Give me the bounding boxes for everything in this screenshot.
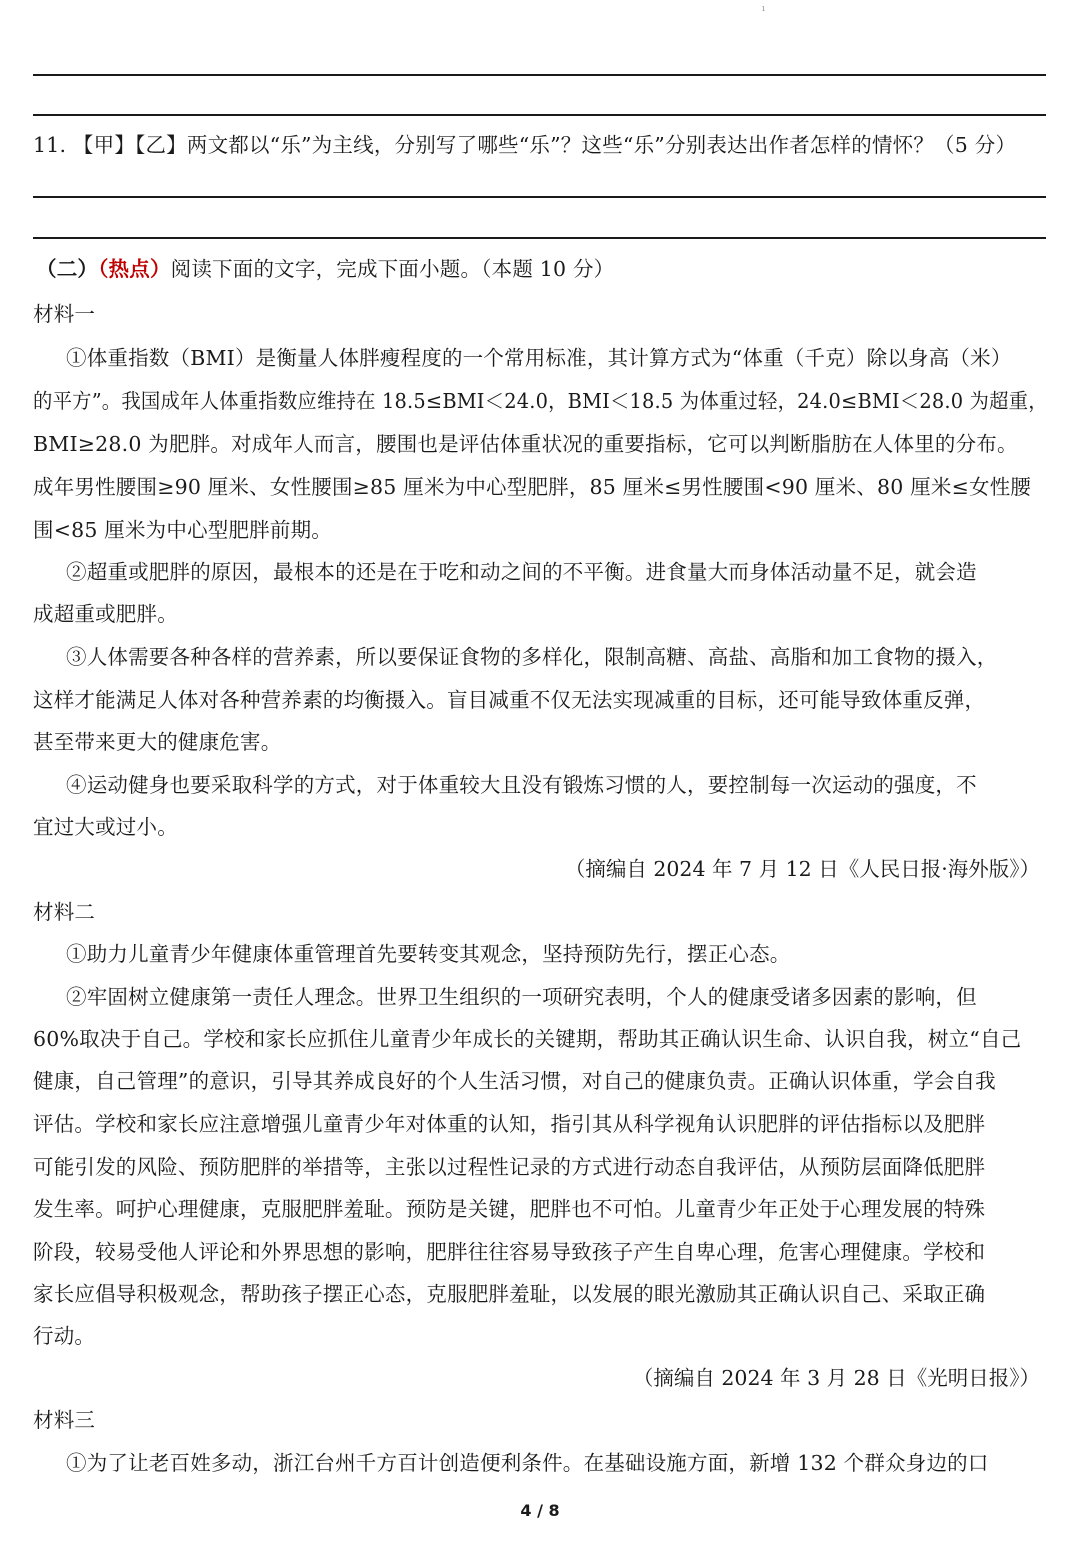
section-instruction: 阅读下面的文字，完成下面小题。（本题 10 分）: [170, 257, 615, 281]
paragraph-line: 60%取决于自己。学校和家长应抓住儿童青少年成长的关键期，帮助其正确认识生命、认识自我，树立“自己: [33, 1027, 1022, 1051]
hot-tag: （热点）: [98, 257, 171, 281]
answer-line: [33, 196, 1046, 198]
page-number: 4 / 8: [520, 1501, 560, 1520]
paragraph-line: 成超重或肥胖。: [33, 602, 178, 626]
material-2-source: （摘编自 2024 年 3 月 28 日《光明日报》）: [632, 1366, 1040, 1390]
paragraph-line: 甚至带来更大的健康危害。: [33, 730, 282, 754]
paragraph-line: 宜过大或过小。: [33, 815, 178, 839]
paragraph-line: 阶段，较易受他人评论和外界思想的影响，肥胖往往容易导致孩子产生自卑心理，危害心理健康。学校和: [33, 1240, 986, 1264]
paragraph-line: 发生率。呵护心理健康，克服肥胖羞耻。预防是关键，肥胖也不可怕。儿童青少年正处于心理发展的特殊: [33, 1197, 986, 1221]
paragraph-line: ④运动健身也要采取科学的方式，对于体重较大且没有锻炼习惯的人，要控制每一次运动的强度，不: [66, 773, 977, 797]
header-mark: ı: [762, 4, 765, 14]
paragraph-line: 的平方”。我国成年人体重指数应维持在 18.5≤BMI＜24.0，BMI＜18.5 为体重过轻，24.0≤BMI＜28.0 为超重，: [33, 389, 1048, 413]
paragraph-line: 这样才能满足人体对各种营养素的均衡摄入。盲目减重不仅无法实现减重的目标，还可能导致体重反弹，: [33, 688, 986, 712]
paragraph-line: 可能引发的风险、预防肥胖的举措等，主张以过程性记录的方式进行动态自我评估，从预防层面降低肥胖: [33, 1155, 986, 1179]
material-2-title: 材料二: [33, 900, 96, 924]
paragraph-line: ②牢固树立健康第一责任人理念。世界卫生组织的一项研究表明，个人的健康受诸多因素的影响，但: [66, 985, 977, 1009]
paragraph-line: ①助力儿童青少年健康体重管理首先要转变其观念，坚持预防先行，摆正心态。: [66, 942, 791, 966]
answer-line: [33, 74, 1046, 76]
paragraph-line: 成年男性腰围≥90 厘米、女性腰围≥85 厘米为中心型肥胖，85 厘米≤男性腰围<90 厘米、80 厘米≤女性腰: [33, 475, 1032, 499]
section-heading: [36, 259, 614, 280]
material-3-title: 材料三: [33, 1408, 96, 1432]
section-label: （二）: [36, 257, 99, 281]
paragraph-line: ①为了让老百姓多动，浙江台州千方百计创造便利条件。在基础设施方面，新增 132 个群众身边的口: [66, 1451, 989, 1475]
material-1-source: （摘编自 2024 年 7 月 12 日《人民日报·海外版》）: [564, 857, 1040, 881]
question-11: 11. 【甲】【乙】两文都以“乐”为主线，分别写了哪些“乐”？这些“乐”分别表达出作者怎样的情怀？（5 分）: [33, 133, 1017, 157]
paragraph-line: 健康，自己管理”的意识，引导其养成良好的个人生活习惯，对自己的健康负责。正确认识体重，学会自我: [33, 1069, 996, 1093]
material-1-title: 材料一: [33, 302, 96, 326]
answer-line: [33, 237, 1046, 239]
paragraph-line: BMI≥28.0 为肥胖。对成年人而言，腰围也是评估体重状况的重要指标，它可以判断脂肪在人体里的分布。: [33, 432, 1018, 456]
paragraph-line: 行动。: [33, 1324, 96, 1348]
paragraph-line: ③人体需要各种各样的营养素，所以要保证食物的多样化，限制高糖、高盐、高脂和加工食物的摄入，: [66, 645, 998, 669]
paragraph-line: 评估。学校和家长应注意增强儿童青少年对体重的认知，指引其从科学视角认识肥胖的评估指标以及肥胖: [33, 1112, 986, 1136]
paragraph-line: 家长应倡导积极观念，帮助孩子摆正心态，克服肥胖羞耻，以发展的眼光激励其正确认识自己、采取正确: [33, 1282, 986, 1306]
paragraph-line: 围<85 厘米为中心型肥胖前期。: [33, 518, 332, 542]
answer-line: [33, 114, 1046, 116]
paragraph-line: ①体重指数（BMI）是衡量人体胖瘦程度的一个常用标准，其计算方式为“体重（千克）除以身高（米）: [66, 346, 1012, 370]
paragraph-line: ②超重或肥胖的原因，最根本的还是在于吃和动之间的不平衡。进食量大而身体活动量不足，就会造: [66, 560, 977, 584]
